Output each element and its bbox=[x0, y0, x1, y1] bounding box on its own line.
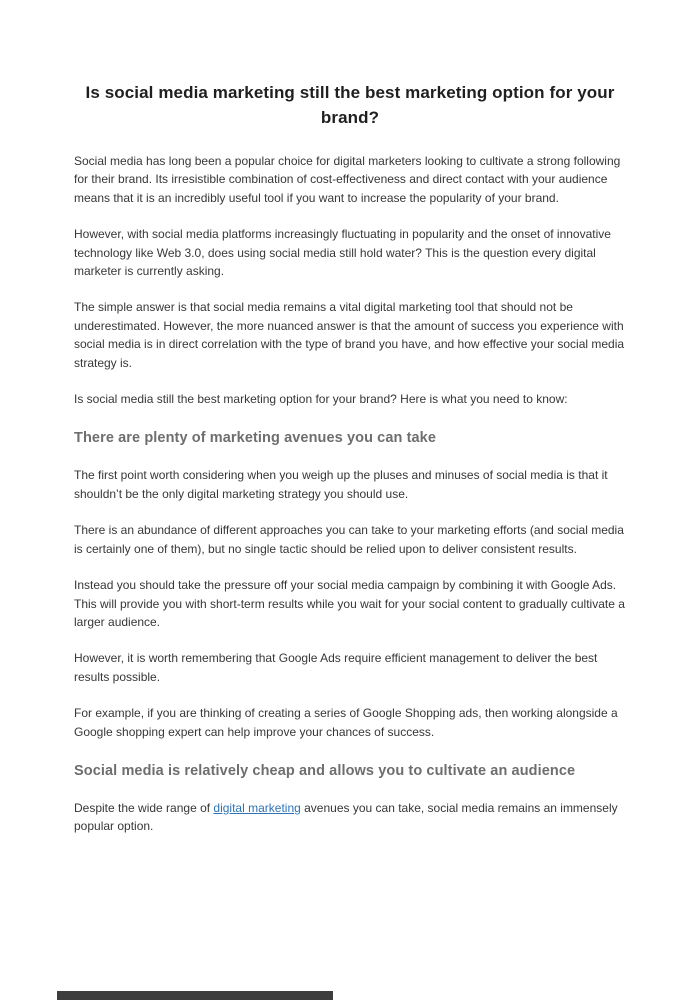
closing-paragraph-after-link: avenues you can take, social media remains an immensely popular option. bbox=[74, 800, 618, 834]
page-title: Is social media marketing still the best marketing option for your brand? bbox=[85, 83, 615, 127]
avenues-paragraph-2: There is an abundance of different approaches you can take to your marketing efforts (and social media is certainly one of them), but no single tactic should be relied upon to deliver consistent results. bbox=[74, 523, 624, 556]
closing-paragraph bbox=[74, 799, 632, 836]
avenues-paragraph-1: The first point worth considering when you weigh up the pluses and minuses of social media is that it shouldn’t be the only digital marketing strategy you should use. bbox=[74, 468, 608, 501]
closing-paragraph-before-link: Despite the wide range of bbox=[74, 800, 214, 815]
intro-paragraph-1: Social media has long been a popular choice for digital marketers looking to cultivate a strong following for their brand. Its irresistible combination of cost-effectiveness and direct contact with your audience means that it is an incredibly useful tool if you want to increase the popularity of your brand. bbox=[74, 154, 621, 205]
avenues-paragraph-5: For example, if you are thinking of creating a series of Google Shopping ads, then working alongside a Google shopping expert can help improve your chances of success. bbox=[74, 706, 618, 739]
document-body bbox=[74, 152, 632, 836]
cropped-dark-element-top-edge bbox=[57, 991, 333, 1000]
intro-paragraph-3: The simple answer is that social media remains a vital digital marketing tool that should not be underestimated. However, the more nuanced answer is that the amount of success you experience with social media is in direct correlation with the type of brand you have, and how effective your social media strategy is. bbox=[74, 300, 625, 370]
avenues-paragraph-4: However, it is worth remembering that Google Ads require efficient management to deliver the best results possible. bbox=[74, 651, 598, 684]
digital-marketing-link[interactable]: digital marketing bbox=[213, 800, 301, 815]
avenues-paragraph-3: Instead you should take the pressure off your social media campaign by combining it with Google Ads. This will provide you with short-term results while you wait for your social content to gradually cultivate a larger audience. bbox=[74, 578, 625, 629]
intro-paragraph-4: Is social media still the best marketing option for your brand? Here is what you need to know: bbox=[74, 392, 568, 407]
intro-paragraph-2: However, with social media platforms increasingly fluctuating in popularity and the onset of innovative technology like Web 3.0, does using social media still hold water? This is the question every digital marketer is currently asking. bbox=[74, 227, 611, 279]
section-heading-marketing-avenues: There are plenty of marketing avenues you can take bbox=[74, 430, 436, 447]
section-heading-cheap-audience: Social media is relatively cheap and allows you to cultivate an audience bbox=[74, 762, 576, 779]
